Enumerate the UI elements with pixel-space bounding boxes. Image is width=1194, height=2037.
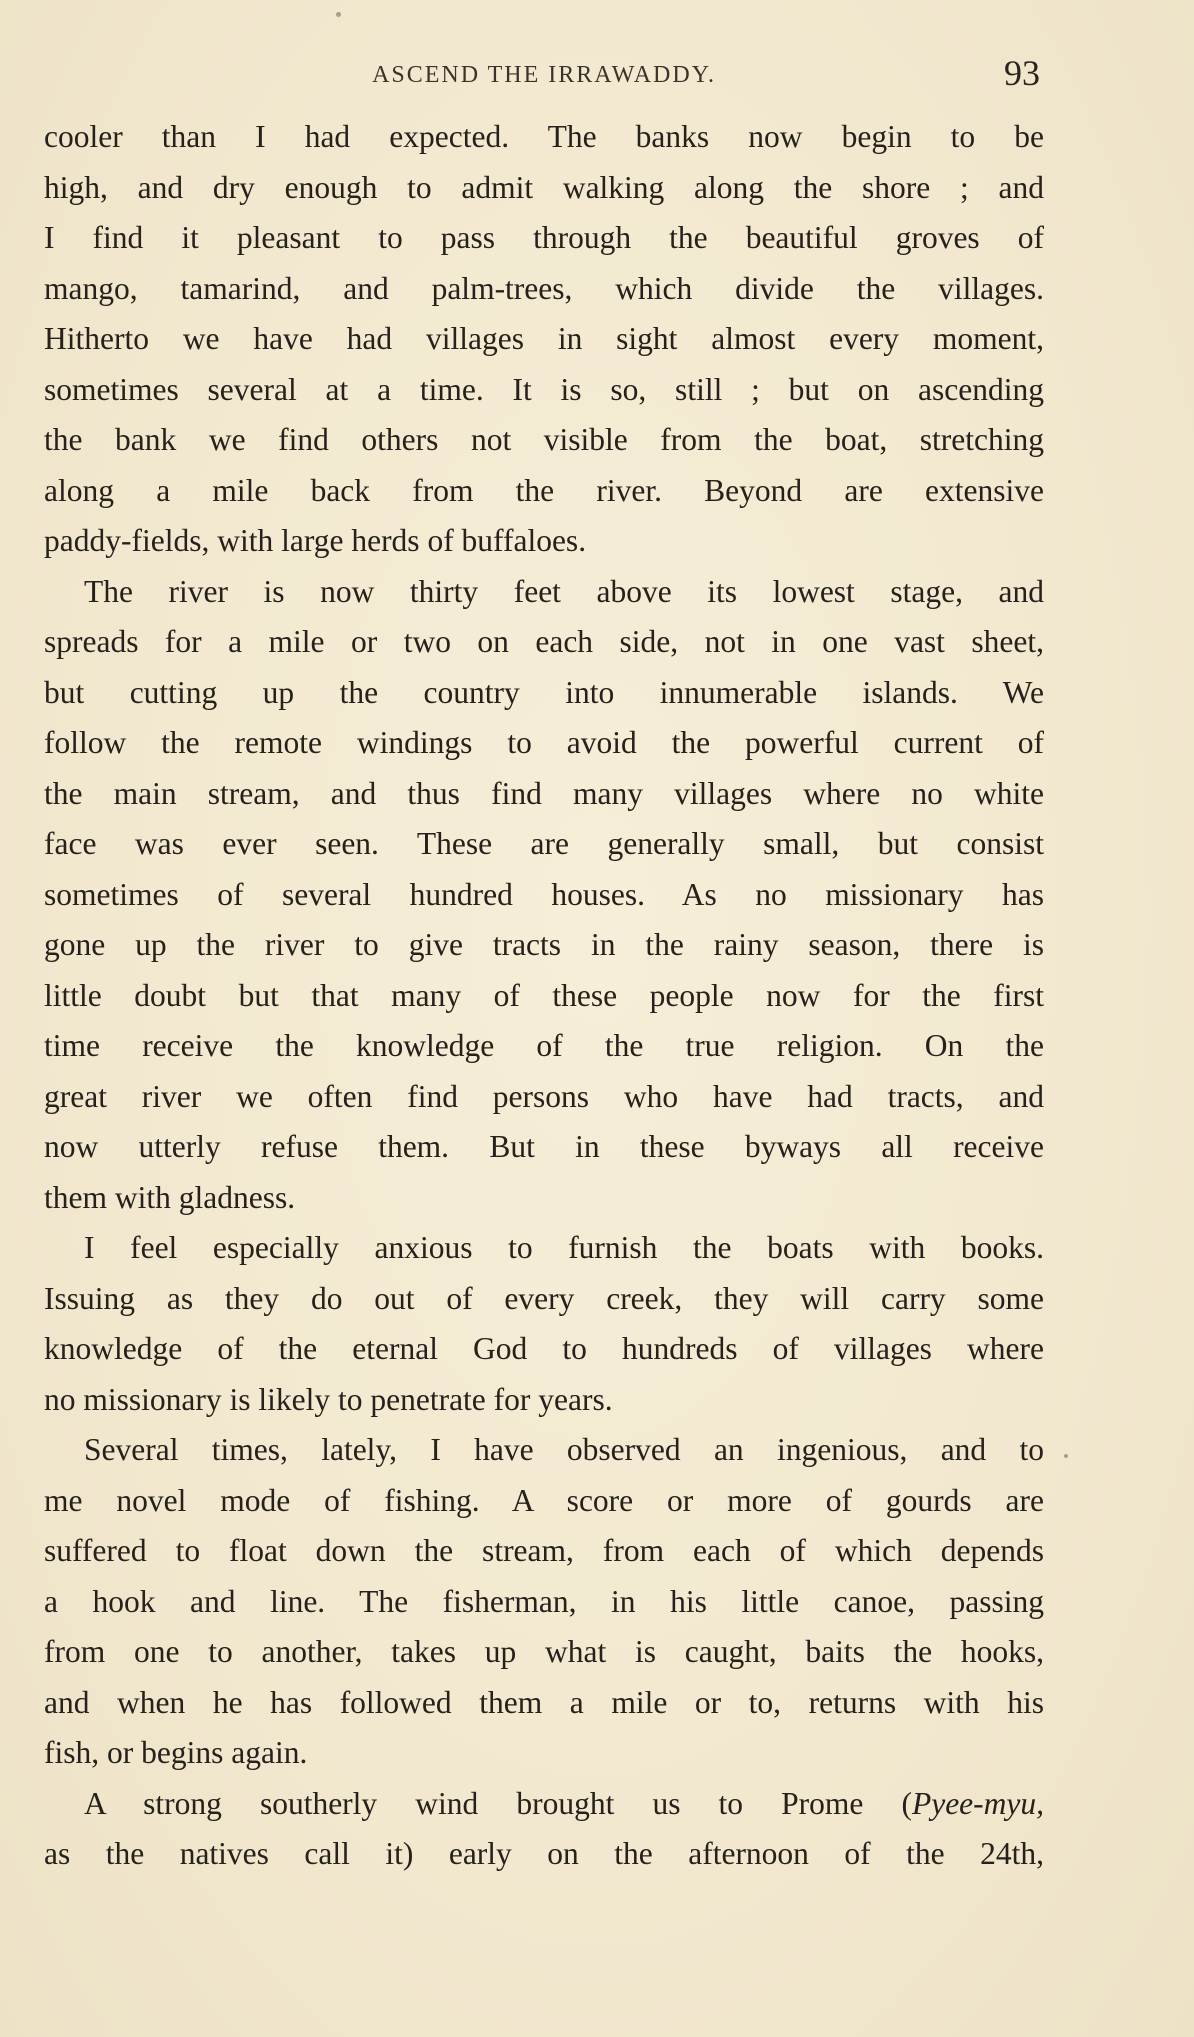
text-line: Issuing as they do out of every creek, they will carry some: [44, 1280, 1044, 1316]
text-line: spreads for a mile or two on each side, not in one vast sheet,: [44, 624, 1044, 659]
text-line: as the natives call it) early on the afternoon of the 24th,: [44, 1836, 1044, 1871]
body-text: [44, 112, 1044, 1880]
text-line: Hitherto we have had villages in sight almost every moment,: [44, 321, 1044, 356]
text-line: the main stream, and thus find many villages where no white: [44, 775, 1044, 811]
text-line: and when he has followed them a mile or to, returns with his: [44, 1684, 1044, 1720]
text-line: gone up the river to give tracts in the rainy season, there is: [44, 927, 1044, 962]
paragraph-start-line: Several times, lately, I have observed an ingenious, and to: [84, 1432, 1044, 1467]
text-line: high, and dry enough to admit walking along the shore ; and: [44, 169, 1044, 205]
running-head: ASCEND THE IRRAWADDY.: [372, 62, 716, 88]
text-line: suffered to float down the stream, from each of which depends: [44, 1533, 1044, 1568]
paragraph-start-line: [44, 1779, 1044, 1830]
text-line: follow the remote windings to avoid the powerful current of: [44, 725, 1044, 760]
text-line: no missionary is likely to penetrate for years.: [44, 1381, 613, 1417]
ink-speck: [1064, 1454, 1068, 1458]
page-header: [44, 50, 1044, 94]
text-line: little doubt but that many of these people now for the first: [44, 977, 1044, 1013]
text-line: them with gladness.: [44, 1179, 296, 1215]
text-segment: A strong southerly wind brought us to Prome (: [84, 1785, 912, 1821]
text-line: face was ever seen. These are generally small, but consist: [44, 826, 1044, 861]
text-line: I find it pleasant to pass through the beautiful groves of: [44, 220, 1044, 255]
text-line: time receive the knowledge of the true religion. On the: [44, 1028, 1044, 1063]
text-line: sometimes several at a time. It is so, still ; but on ascending: [44, 371, 1044, 407]
text-line: mango, tamarind, and palm-trees, which divide the villages.: [44, 270, 1044, 306]
text-line: but cutting up the country into innumerable islands. We: [44, 674, 1044, 710]
ink-speck: [336, 12, 341, 17]
text-line: paddy-fields, with large herds of buffaloes.: [44, 523, 587, 558]
text-line: knowledge of the eternal God to hundreds of villages where: [44, 1331, 1044, 1366]
text-line: along a mile back from the river. Beyond are extensive: [44, 472, 1044, 508]
text-line: fish, or begins again.: [44, 1735, 308, 1770]
text-line: great river we often find persons who have had tracts, and: [44, 1078, 1044, 1114]
text-line: cooler than I had expected. The banks now begin to be: [44, 119, 1044, 154]
text-line: now utterly refuse them. But in these byways all receive: [44, 1129, 1044, 1164]
italic-place-name: Pyee-myu,: [911, 1785, 1044, 1821]
paragraph-start-line: I feel especially anxious to furnish the boats with books.: [84, 1230, 1044, 1265]
paragraph-start-line: The river is now thirty feet above its lowest stage, and: [84, 573, 1044, 609]
text-line: from one to another, takes up what is caught, baits the hooks,: [44, 1634, 1044, 1669]
text-line: the bank we find others not visible from the boat, stretching: [44, 422, 1044, 457]
text-line: a hook and line. The fisherman, in his little canoe, passing: [44, 1583, 1044, 1619]
text-line: me novel mode of fishing. A score or more of gourds are: [44, 1482, 1044, 1518]
page-number: 93: [1004, 53, 1040, 93]
text-line: sometimes of several hundred houses. As no missionary has: [44, 876, 1044, 912]
